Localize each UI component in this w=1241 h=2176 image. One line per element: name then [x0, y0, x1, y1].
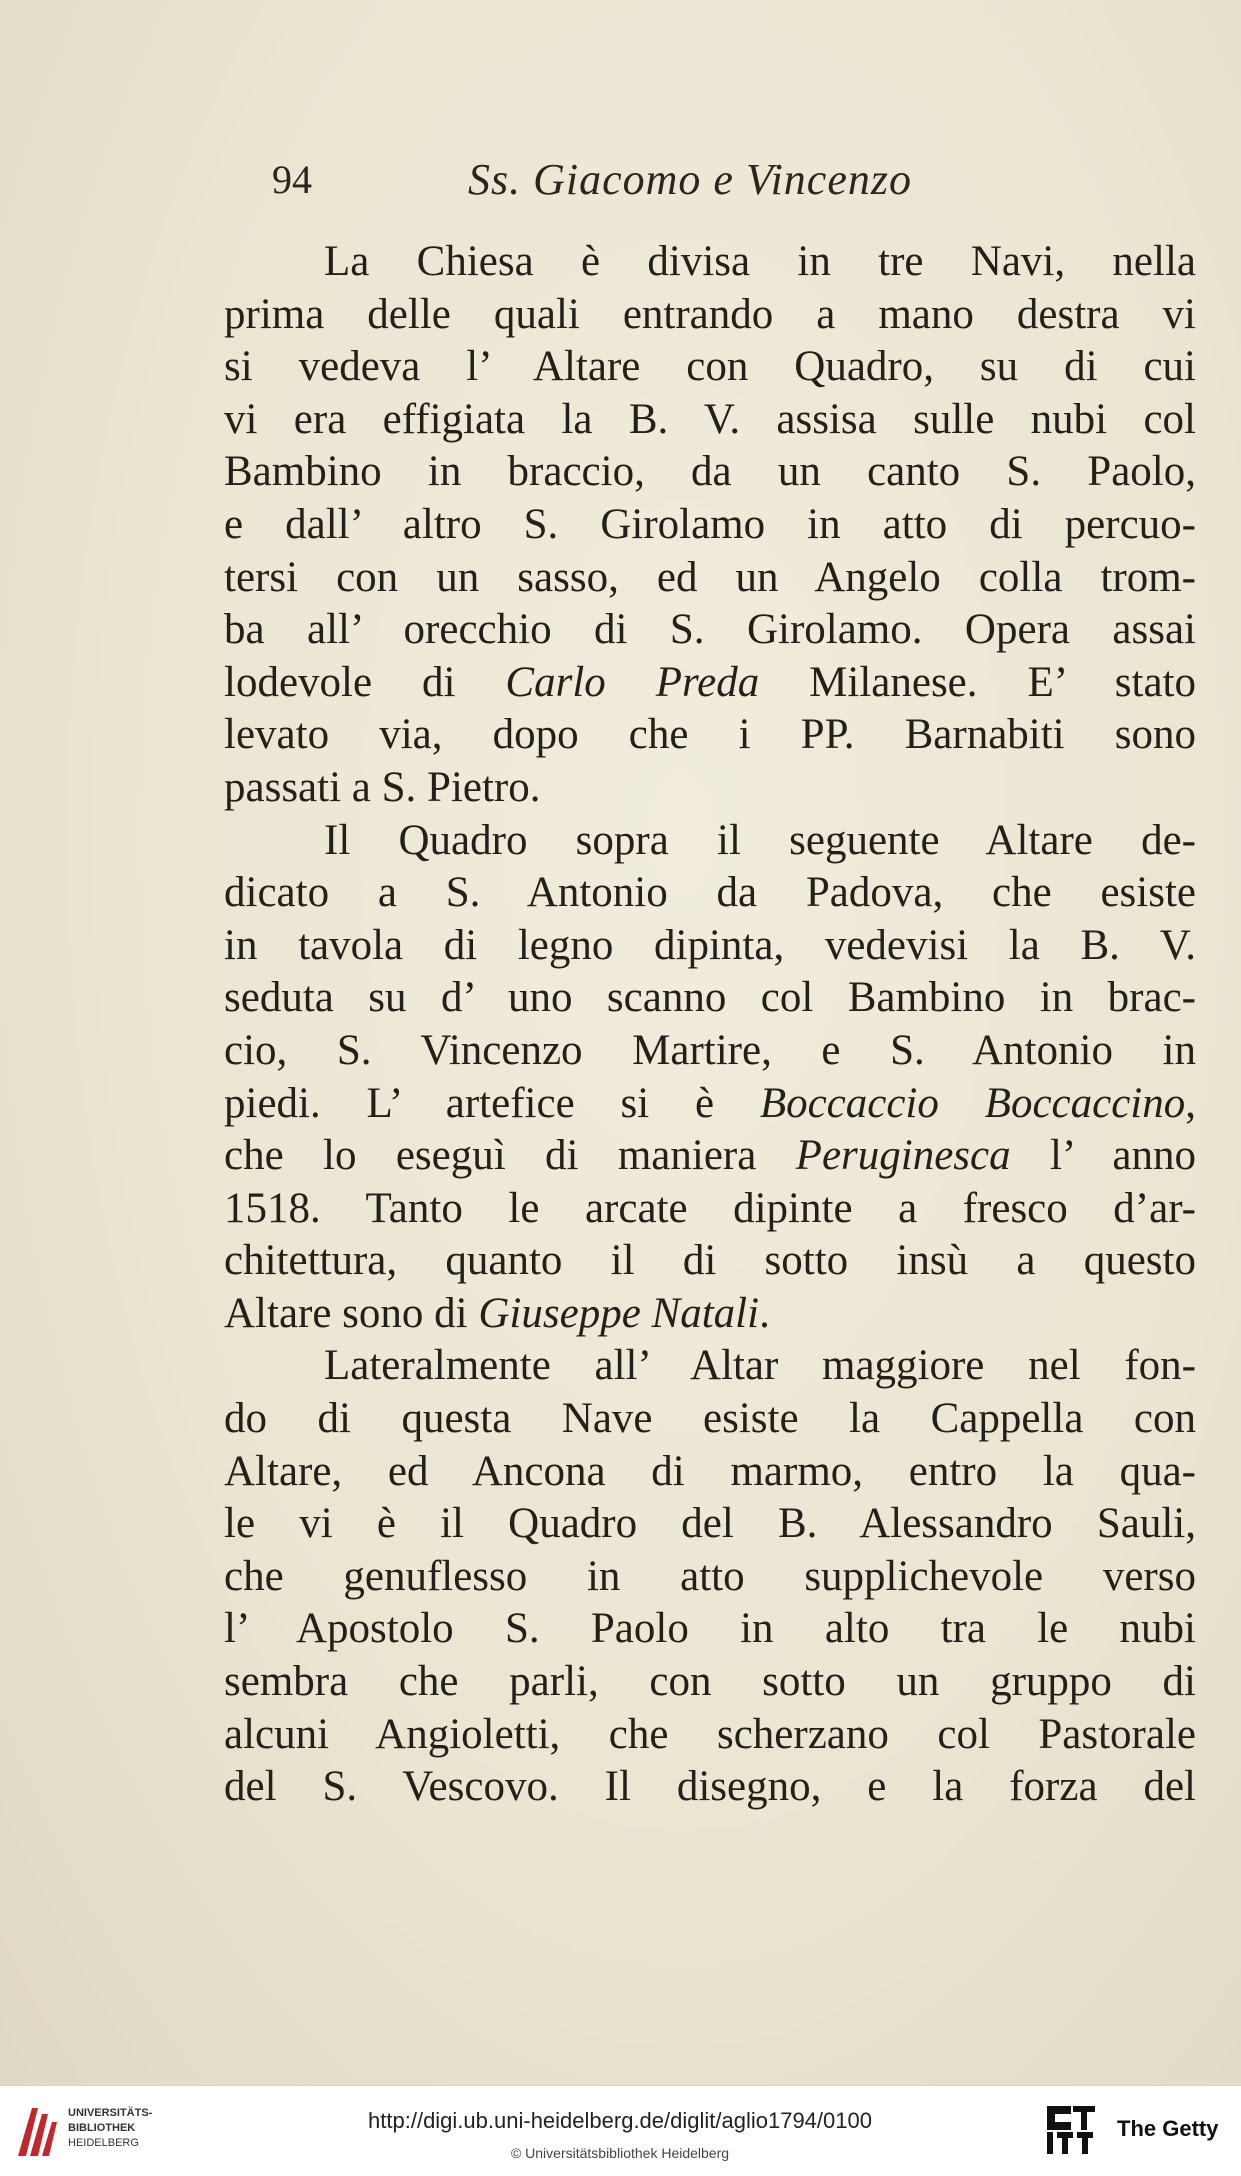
- text-line: [224, 762, 1196, 815]
- text-line: [224, 236, 1196, 289]
- text-run: che genuflesso in atto supplichevole verso: [224, 1552, 1196, 1600]
- text-line: [224, 972, 1196, 1025]
- library-name-line1: UNIVERSITÄTS-: [68, 2107, 153, 2119]
- text-run: 1518. Tanto le arcate dipinte a fresco d’ar-: [224, 1184, 1196, 1232]
- text-run: ,: [1185, 1079, 1196, 1127]
- text-line: [224, 1235, 1196, 1288]
- library-name: [68, 2106, 152, 2151]
- text-run: piedi. L’ artefice si è: [224, 1079, 760, 1127]
- text-run: levato via, dopo che i PP. Barnabiti sono: [224, 711, 1196, 759]
- page-number: 94: [272, 157, 312, 202]
- text-run: l’ Apostolo S. Paolo in alto tra le nubi: [224, 1605, 1196, 1653]
- text-run: seduta su d’ uno scanno col Bambino in brac-: [224, 974, 1196, 1022]
- italic-name: Boccaccio Boccaccino: [759, 1079, 1186, 1127]
- text-line: [224, 920, 1196, 973]
- text-line: [224, 1025, 1196, 1078]
- page-header: [272, 150, 932, 210]
- text-run: dicato a S. Antonio da Padova, che esiste: [224, 869, 1196, 917]
- text-line: [224, 394, 1196, 447]
- text-run: chitettura, quanto il di sotto insù a questo: [224, 1237, 1196, 1285]
- text-run: l’ anno: [1010, 1132, 1196, 1180]
- viewer-footer: [0, 2085, 1241, 2176]
- text-line: [224, 1498, 1196, 1551]
- text-run: Milanese. E’ stato: [759, 658, 1196, 706]
- text-line: [224, 604, 1196, 657]
- text-line: [224, 1340, 1196, 1393]
- text-run: Altare, ed Ancona di marmo, entro la qua-: [224, 1447, 1196, 1495]
- text-line: [224, 1603, 1196, 1656]
- copyright-notice: © Universitätsbibliothek Heidelberg: [510, 2145, 730, 2161]
- text-run: passati a S. Pietro.: [224, 763, 541, 811]
- library-name-line2: BIBLIOTHEK: [68, 2122, 136, 2134]
- text-line: [224, 499, 1196, 552]
- body-text: [224, 236, 1196, 1814]
- text-line: [224, 1288, 1196, 1341]
- text-run: e dall’ altro S. Girolamo in atto di percuo-: [224, 500, 1196, 548]
- text-line: [224, 867, 1196, 920]
- text-line: [224, 815, 1196, 868]
- text-run: sembra che parli, con sotto un gruppo di: [224, 1658, 1196, 1706]
- italic-name: Giuseppe Natali: [478, 1289, 760, 1337]
- text-run: do di questa Nave esiste la Cappella con: [224, 1395, 1196, 1443]
- italic-name: Carlo Preda: [505, 658, 760, 706]
- text-run: Bambino in braccio, da un canto S. Paolo,: [224, 448, 1196, 496]
- text-run: cio, S. Vincenzo Martire, e S. Antonio in: [224, 1026, 1196, 1074]
- library-name-line3: HEIDELBERG: [68, 2137, 139, 2149]
- text-line: [224, 552, 1196, 605]
- text-line: [224, 1551, 1196, 1604]
- permalink-url[interactable]: http://digi.ub.uni-heidelberg.de/diglit/aglio1794/0100: [368, 2108, 872, 2133]
- text-run: alcuni Angioletti, che scherzano col Pastorale: [224, 1710, 1196, 1758]
- ub-heidelberg-logo-icon[interactable]: [12, 2100, 60, 2162]
- text-run: Altare sono di: [224, 1289, 479, 1337]
- text-line: [224, 1656, 1196, 1709]
- text-run: vi era effigiata la B. V. assisa sulle nubi col: [224, 395, 1196, 443]
- text-line: [224, 446, 1196, 499]
- text-line: [224, 1761, 1196, 1814]
- text-line: [224, 657, 1196, 710]
- text-run: del S. Vescovo. Il disegno, e la forza del: [224, 1763, 1196, 1811]
- running-head: Ss. Giacomo e Vincenzo: [468, 155, 912, 204]
- text-line: [224, 1393, 1196, 1446]
- text-line: [224, 289, 1196, 342]
- text-run: in tavola di legno dipinta, vedevisi la B. V.: [224, 921, 1196, 969]
- text-run: prima delle quali entrando a mano destra vi: [224, 290, 1196, 338]
- text-run: Il Quadro sopra il seguente Altare de-: [324, 816, 1196, 864]
- getty-label: The Getty: [1117, 2116, 1219, 2141]
- text-line: [224, 1078, 1196, 1131]
- text-run: .: [759, 1289, 770, 1337]
- getty-logo-icon[interactable]: [1043, 2102, 1099, 2158]
- text-run: che lo eseguì di maniera: [224, 1132, 796, 1180]
- text-run: La Chiesa è divisa in tre Navi, nella: [324, 238, 1196, 285]
- text-line: [224, 1709, 1196, 1762]
- text-line: [224, 1130, 1196, 1183]
- text-run: lodevole di: [224, 658, 506, 706]
- text-line: [224, 709, 1196, 762]
- text-run: Lateralmente all’ Altar maggiore nel fon-: [324, 1342, 1196, 1390]
- text-run: ba all’ orecchio di S. Girolamo. Opera assai: [224, 606, 1196, 654]
- text-line: [224, 341, 1196, 394]
- text-run: le vi è il Quadro del B. Alessandro Sauli,: [224, 1500, 1196, 1548]
- text-run: tersi con un sasso, ed un Angelo colla trom-: [224, 553, 1196, 601]
- text-line: [224, 1446, 1196, 1499]
- italic-name: Peruginesca: [795, 1132, 1011, 1180]
- text-run: si vedeva l’ Altare con Quadro, su di cui: [224, 343, 1196, 391]
- text-line: [224, 1183, 1196, 1236]
